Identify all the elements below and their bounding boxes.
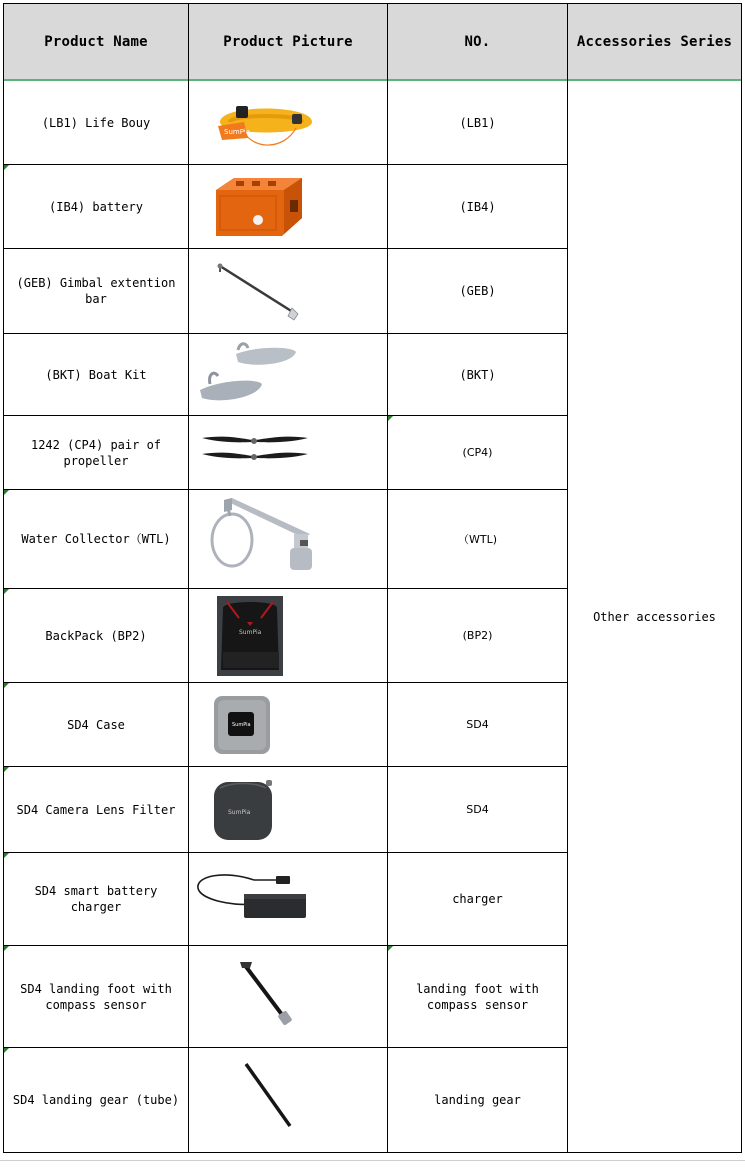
grid-line bbox=[0, 1160, 745, 1161]
product-no-cell: landing gear bbox=[434, 1093, 521, 1107]
product-name-cell: SD4 Camera Lens Filter bbox=[16, 802, 176, 817]
product-no-cell: (BKT) bbox=[459, 367, 496, 382]
product-name-cell: SD4 Case bbox=[67, 717, 125, 732]
product-name-cell: SD4 landing gear (tube) bbox=[12, 1093, 180, 1107]
product-no-cell: （WTL) bbox=[457, 533, 497, 546]
product-no-cell: (GEB) bbox=[459, 284, 496, 298]
svg-text:SumPia: SumPia bbox=[228, 809, 251, 816]
landing-foot-image bbox=[236, 958, 296, 1028]
backpack-image bbox=[217, 596, 283, 676]
charger-image bbox=[194, 870, 310, 928]
product-name-cell: (IB4) battery bbox=[49, 199, 143, 214]
propeller-image bbox=[198, 430, 312, 466]
header-accessories-series: Accessories Series bbox=[576, 34, 733, 50]
header-product-picture: Product Picture bbox=[223, 34, 353, 50]
accessories-series-cell: Other accessories bbox=[593, 609, 716, 624]
product-name-cell: (GEB) Gimbal extention bar bbox=[16, 276, 176, 306]
product-name-cell: (LB1) Life Bouy bbox=[41, 115, 151, 130]
life-buoy-image bbox=[214, 92, 318, 154]
gimbal-bar-image bbox=[212, 258, 304, 322]
svg-text:SumPia: SumPia bbox=[224, 128, 251, 136]
battery-image bbox=[212, 172, 304, 240]
product-no-cell: (BP2) bbox=[462, 629, 493, 642]
product-no-cell: SD4 bbox=[466, 718, 489, 731]
product-no-cell: (IB4) bbox=[459, 199, 496, 214]
product-no-cell: (LB1) bbox=[459, 115, 496, 130]
grid-line bbox=[3, 1152, 742, 1153]
header-product-name: Product Name bbox=[44, 34, 148, 50]
product-name-cell: BackPack (BP2) bbox=[45, 628, 147, 643]
case-image bbox=[212, 694, 272, 756]
svg-text:SumPia: SumPia bbox=[239, 629, 262, 636]
product-no-cell: (CP4) bbox=[462, 446, 493, 459]
water-collector-image bbox=[206, 496, 322, 576]
product-no-cell: landing foot with compass sensor bbox=[416, 981, 539, 1012]
landing-gear-tube-image bbox=[240, 1060, 296, 1132]
boat-kit-image bbox=[196, 340, 300, 408]
svg-text:SumPia: SumPia bbox=[232, 722, 251, 728]
product-no-cell: SD4 bbox=[466, 803, 489, 816]
product-name-cell: Water Collector（WTL) bbox=[21, 532, 171, 546]
product-no-cell: charger bbox=[452, 892, 503, 906]
product-name-cell: (BKT) Boat Kit bbox=[45, 367, 147, 382]
header-no: NO. bbox=[464, 34, 491, 50]
product-name-cell: SD4 smart battery charger bbox=[34, 884, 158, 914]
grid-line bbox=[741, 3, 742, 1153]
grid-line bbox=[3, 3, 742, 4]
grid-line bbox=[188, 3, 189, 1153]
lens-filter-case-image bbox=[212, 778, 274, 844]
product-name-cell: 1242 (CP4) pair of propeller bbox=[30, 437, 162, 468]
product-name-cell: SD4 landing foot with compass sensor bbox=[20, 981, 172, 1012]
